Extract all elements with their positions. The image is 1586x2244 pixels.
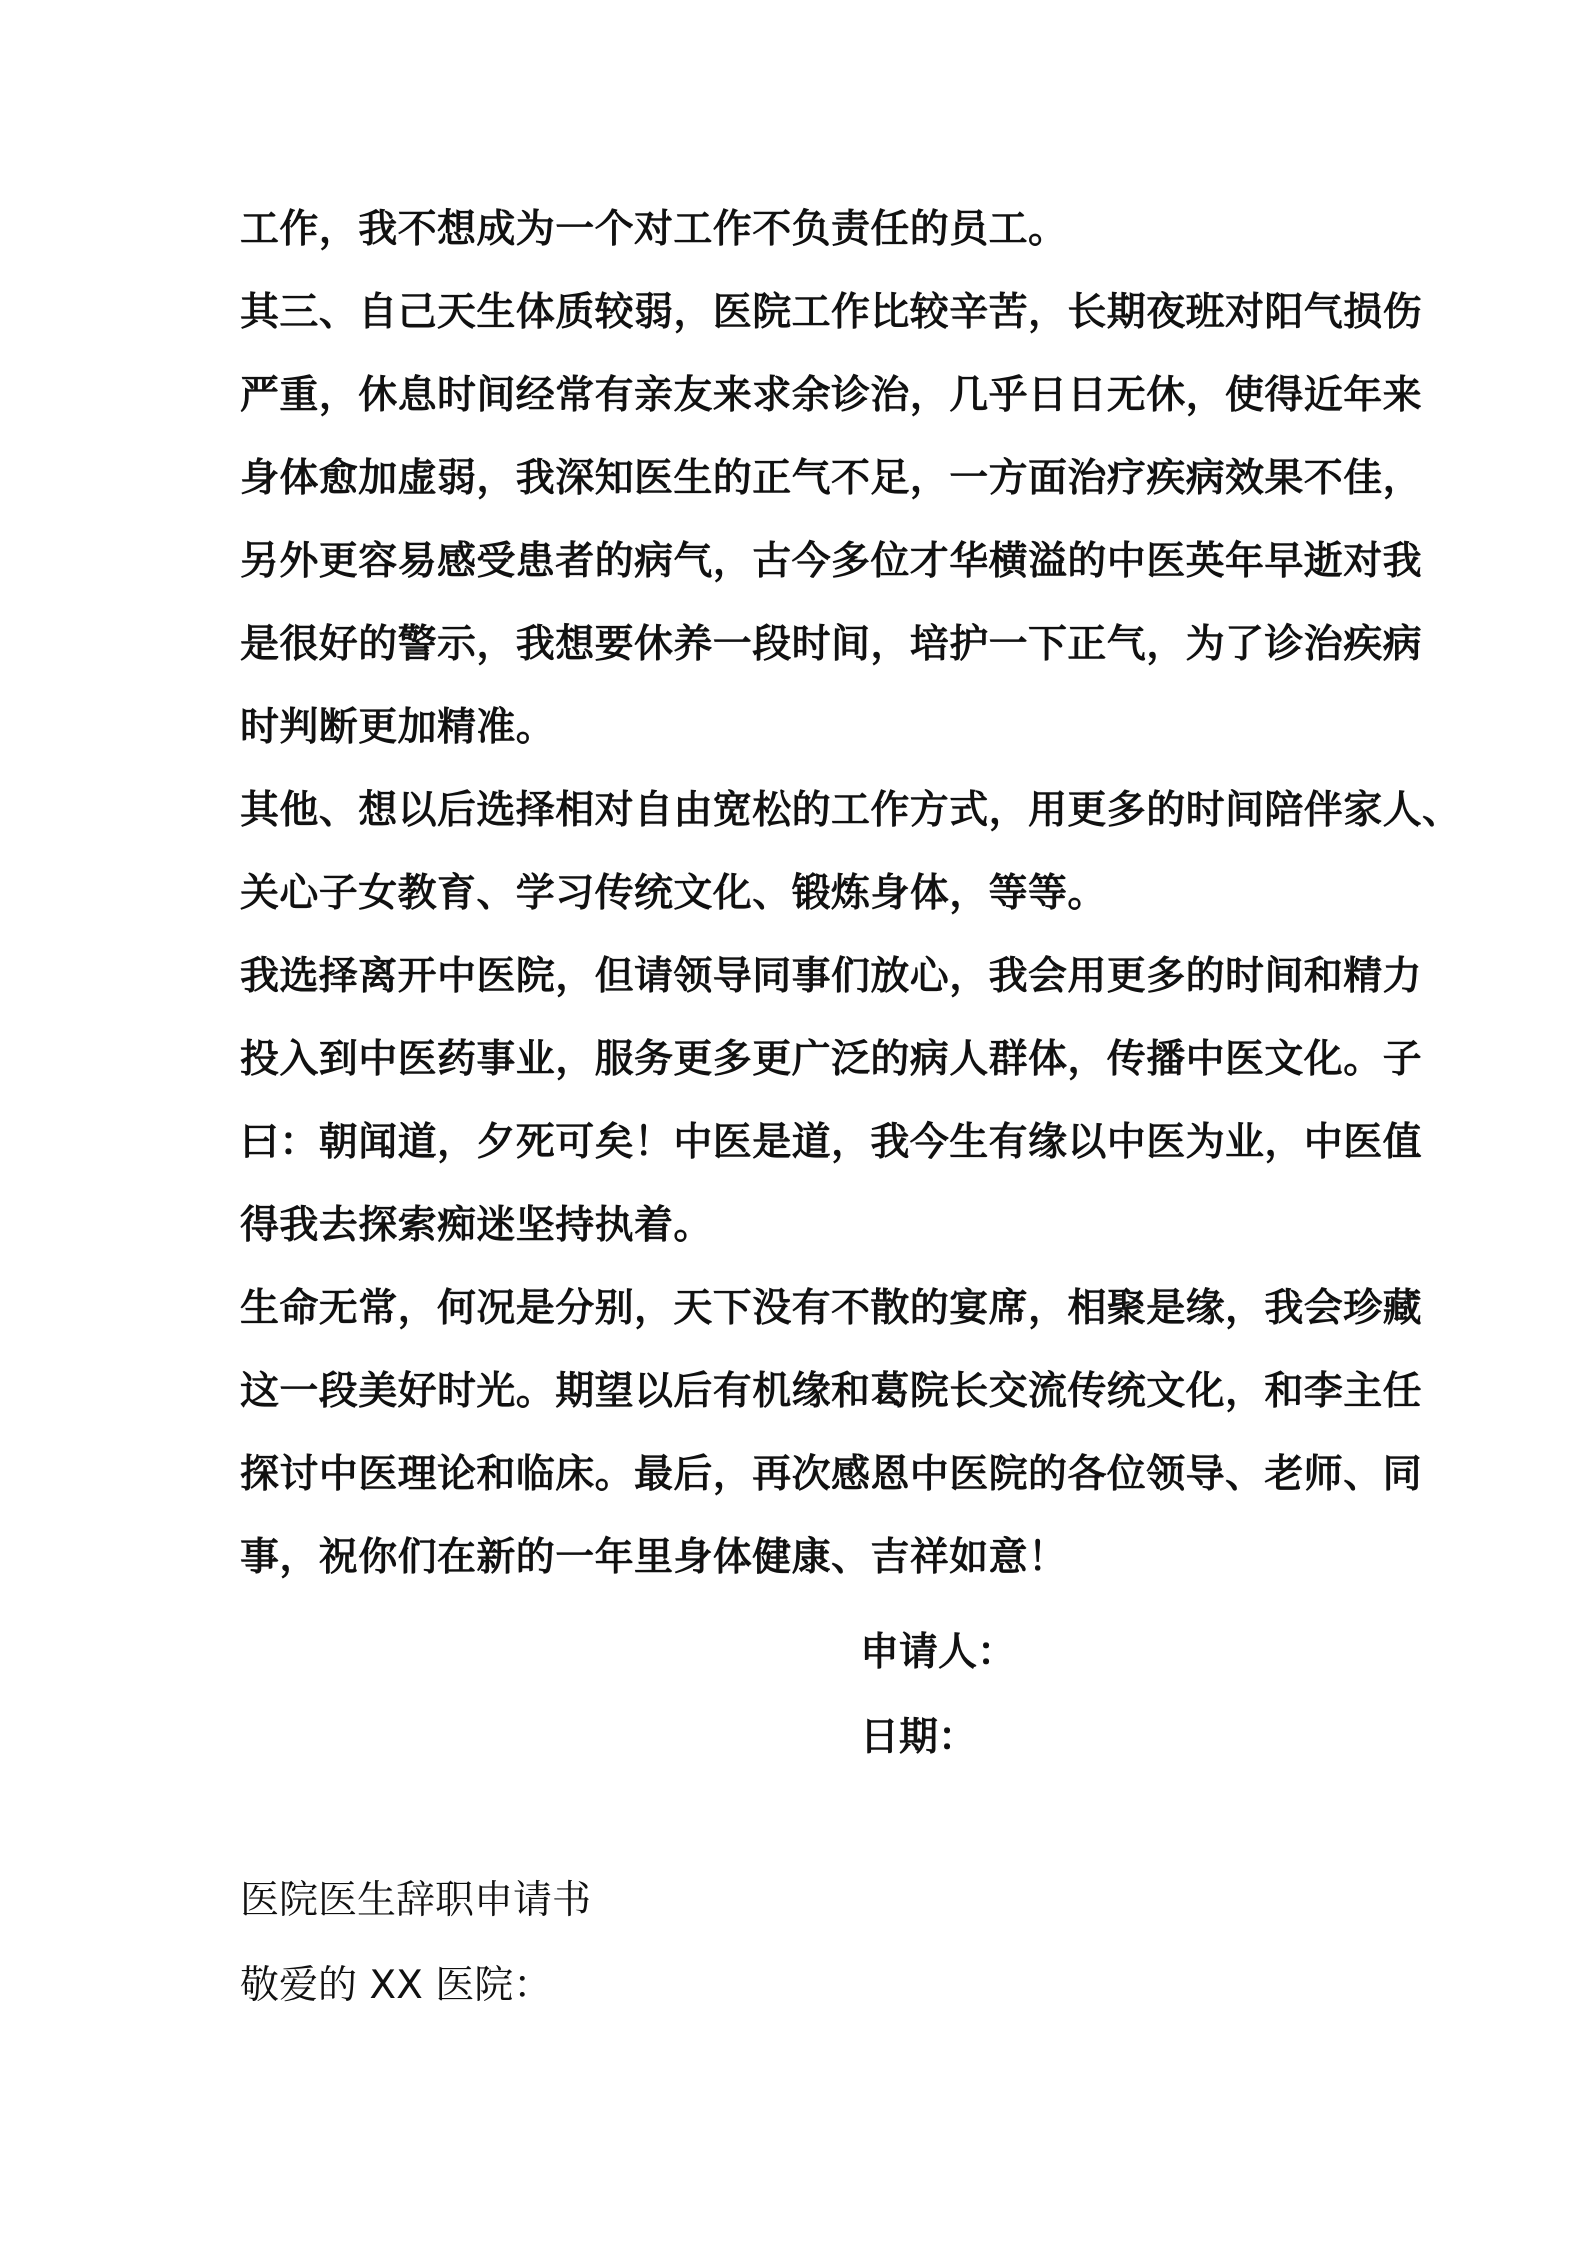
salutation: 敬爱的 XX 医院： — [240, 1963, 553, 2008]
letter-line: 其三、自己天生体质较弱，医院工作比较辛苦，长期夜班对阳气损伤 — [240, 290, 1423, 335]
letter-line: 探讨中医理论和临床。最后，再次感恩中医院的各位领导、老师、同 — [240, 1452, 1423, 1497]
letter-line: 其他、想以后选择相对自由宽松的工作方式，用更多的时间陪伴家人、 — [240, 788, 1462, 833]
letter-line: 这一段美好时光。期望以后有机缘和葛院长交流传统文化，和李主任 — [240, 1369, 1423, 1414]
letter-line: 关心子女教育、学习传统文化、锻炼身体，等等。 — [240, 871, 1107, 916]
letter-line: 生命无常，何况是分别，天下没有不散的宴席，相聚是缘，我会珍藏 — [240, 1286, 1423, 1331]
letter-body — [240, 188, 1462, 1599]
letter-line: 曰：朝闻道，夕死可矣！中医是道，我今生有缘以中医为业，中医值 — [240, 1120, 1423, 1165]
letter-line: 工作，我不想成为一个对工作不负责任的员工。 — [240, 207, 1068, 252]
letter-line: 事，祝你们在新的一年里身体健康、吉祥如意！ — [240, 1535, 1068, 1580]
letter-line: 时判断更加精准。 — [240, 705, 556, 750]
date-label: 日期： — [860, 1715, 978, 1760]
next-document-header — [240, 1858, 591, 2028]
letter-line: 身体愈加虚弱，我深知医生的正气不足，一方面治疗疾病效果不佳， — [240, 456, 1423, 501]
letter-line: 投入到中医药事业，服务更多更广泛的病人群体，传播中医文化。子 — [240, 1037, 1423, 1082]
letter-line: 是很好的警示，我想要休养一段时间，培护一下正气，为了诊治疾病 — [240, 622, 1423, 667]
applicant-label: 申请人： — [860, 1630, 1017, 1675]
letter-line: 严重，休息时间经常有亲友来求余诊治，几乎日日无休，使得近年来 — [240, 373, 1423, 418]
letter-line: 得我去探索痴迷坚持执着。 — [240, 1203, 713, 1248]
signature-block — [860, 1610, 1016, 1780]
letter-line: 另外更容易感受患者的病气，古今多位才华横溢的中医英年早逝对我 — [240, 539, 1423, 584]
letter-line: 我选择离开中医院，但请领导同事们放心，我会用更多的时间和精力 — [240, 954, 1423, 999]
document-title: 医院医生辞职申请书 — [240, 1878, 592, 1923]
